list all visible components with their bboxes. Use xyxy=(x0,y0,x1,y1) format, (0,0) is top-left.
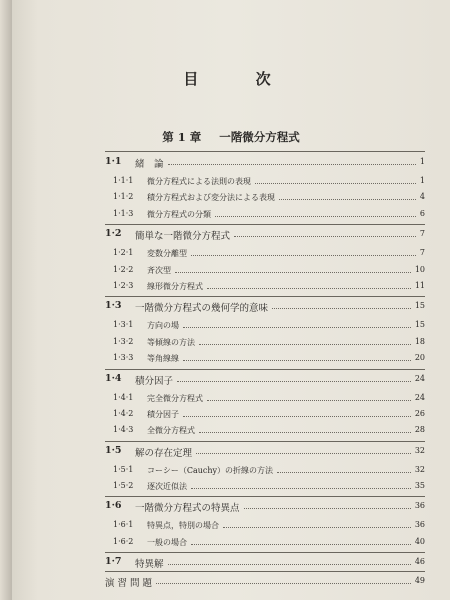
toc-subsection-row xyxy=(105,519,425,532)
section-number: 1·5 xyxy=(105,444,122,456)
toc-subsection-row xyxy=(105,424,425,437)
toc-subsection-row xyxy=(105,319,425,332)
section-divider xyxy=(105,296,425,297)
subsection-title: 積分方程式および変分法による表現 xyxy=(147,193,275,203)
subsection-page-number: 35 xyxy=(414,481,425,491)
subsection-number: 1·1·3 xyxy=(113,208,134,218)
subsection-page-number: 24 xyxy=(414,392,425,402)
subsection-number: 1·3·2 xyxy=(113,336,134,346)
section-page-number: 49 xyxy=(414,576,425,586)
dot-leader xyxy=(183,327,411,329)
toc-subsection-row xyxy=(105,191,425,204)
dot-leader xyxy=(279,199,416,201)
toc-subsection-row xyxy=(105,408,425,421)
dot-leader xyxy=(168,564,411,566)
subsection-number: 1·4·2 xyxy=(113,408,134,418)
subsection-page-number: 7 xyxy=(419,248,425,258)
subsection-page-number: 18 xyxy=(414,336,425,346)
subsection-number: 1·5·2 xyxy=(113,481,134,491)
toc-section-row xyxy=(105,556,425,569)
subsection-page-number: 6 xyxy=(419,208,425,218)
section-number: 1·3 xyxy=(105,300,122,312)
page-title: 目 次 xyxy=(183,70,297,88)
dot-leader xyxy=(207,288,411,290)
dot-leader xyxy=(199,344,411,346)
subsection-number: 1·3·3 xyxy=(113,353,134,363)
dot-leader xyxy=(175,272,411,274)
book-page xyxy=(12,0,450,600)
dot-leader xyxy=(244,508,411,510)
toc-section-row xyxy=(105,300,425,313)
dot-leader xyxy=(177,381,411,383)
subsection-title: 全微分方程式 xyxy=(147,426,195,436)
dot-leader xyxy=(234,236,416,238)
dot-leader xyxy=(255,183,416,185)
top-rule xyxy=(105,151,425,152)
subsection-title: 方向の場 xyxy=(147,321,179,331)
subsection-number: 1·6·2 xyxy=(113,536,134,546)
subsection-title: 微分方程式による法則の表現 xyxy=(147,177,251,186)
subsection-page-number: 15 xyxy=(414,320,425,330)
toc-subsection-row xyxy=(105,280,425,293)
toc-subsection-row xyxy=(105,352,425,365)
section-divider xyxy=(105,552,425,553)
subsection-number: 1·2·3 xyxy=(113,280,134,290)
section-page-number: 32 xyxy=(414,445,425,455)
section-number: 1·2 xyxy=(105,228,122,240)
toc-subsection-row xyxy=(105,208,425,221)
dot-leader xyxy=(191,255,416,257)
dot-leader xyxy=(191,488,411,490)
subsection-page-number: 11 xyxy=(414,280,425,290)
subsection-page-number: 28 xyxy=(414,425,425,435)
toc-section-row xyxy=(105,156,425,169)
subsection-number: 1·6·1 xyxy=(113,520,134,530)
toc-section-row xyxy=(105,575,425,588)
subsection-number: 1·4·1 xyxy=(113,392,134,402)
toc-subsection-row xyxy=(105,336,425,349)
subsection-number: 1·5·1 xyxy=(113,464,134,474)
chapter-number: 第 1 章 xyxy=(162,130,202,144)
subsection-page-number: 36 xyxy=(414,520,425,530)
toc-subsection-row xyxy=(105,536,425,549)
section-divider xyxy=(105,571,425,572)
dot-leader xyxy=(183,416,411,418)
subsection-title: 積分因子 xyxy=(147,409,179,419)
dot-leader xyxy=(199,432,411,434)
toc-section-row xyxy=(105,500,425,513)
section-page-number: 7 xyxy=(419,229,425,239)
subsection-number: 1·1·2 xyxy=(113,192,134,202)
chapter-title: 一階微分方程式 xyxy=(219,130,300,144)
subsection-number: 1·2·2 xyxy=(113,264,134,274)
section-title: 演 習 問 題 xyxy=(105,578,153,590)
section-page-number: 1 xyxy=(419,157,425,166)
section-title: 解の存在定理 xyxy=(135,447,193,459)
dot-leader xyxy=(207,400,411,402)
section-number: 1·6 xyxy=(105,500,122,512)
section-number: 1·1 xyxy=(105,156,122,167)
dot-leader xyxy=(183,360,411,362)
section-divider xyxy=(105,496,425,497)
subsection-title: 線形微分方程式 xyxy=(147,281,203,291)
adjacent-page-edge xyxy=(0,0,12,600)
section-page-number: 46 xyxy=(414,557,425,567)
subsection-title: 微分方程式の分類 xyxy=(147,209,211,219)
section-title: 簡単な一階微分方程式 xyxy=(135,231,231,243)
subsection-page-number: 20 xyxy=(414,353,425,363)
subsection-title: 斉次型 xyxy=(147,265,171,275)
dot-leader xyxy=(196,453,411,455)
toc-subsection-row xyxy=(105,392,425,405)
subsection-page-number: 32 xyxy=(414,464,425,474)
section-title: 特異解 xyxy=(135,559,164,571)
table-of-contents xyxy=(105,156,425,594)
subsection-title: 等傾線の方法 xyxy=(147,337,195,347)
subsection-title: 逐次近似法 xyxy=(147,482,187,492)
subsection-title: 変数分離型 xyxy=(147,249,187,259)
section-divider xyxy=(105,369,425,370)
dot-leader xyxy=(223,527,411,529)
subsection-page-number: 4 xyxy=(419,192,425,202)
subsection-title: コーシー（Cauchy）の折線の方法 xyxy=(147,465,274,475)
subsection-page-number: 10 xyxy=(414,264,425,274)
subsection-title: 一般の場合 xyxy=(147,537,187,547)
section-title: 積分因子 xyxy=(135,375,174,387)
toc-subsection-row xyxy=(105,480,425,493)
section-number: 1·7 xyxy=(105,556,122,568)
toc-subsection-row xyxy=(105,264,425,277)
dot-leader xyxy=(277,472,411,474)
dot-leader xyxy=(272,308,411,310)
subsection-number: 1·2·1 xyxy=(113,248,134,258)
dot-leader xyxy=(156,583,411,585)
toc-section-row xyxy=(105,373,425,386)
section-page-number: 24 xyxy=(414,373,425,383)
section-page-number: 15 xyxy=(414,301,425,311)
subsection-page-number: 26 xyxy=(414,408,425,418)
toc-subsection-row xyxy=(105,247,425,260)
subsection-title: 特異点，特別の場合 xyxy=(147,521,219,531)
subsection-number: 1·1·1 xyxy=(113,176,134,185)
dot-leader xyxy=(191,544,411,546)
chapter-heading xyxy=(12,129,450,145)
section-title: 一階微分方程式の幾何学的意味 xyxy=(135,303,269,315)
section-divider xyxy=(105,224,425,225)
section-divider xyxy=(105,441,425,442)
section-title: 緒 論 xyxy=(135,159,164,170)
section-page-number: 36 xyxy=(414,501,425,511)
section-number: 1·4 xyxy=(105,372,122,384)
subsection-number: 1·4·3 xyxy=(113,425,134,435)
subsection-title: 完全微分方程式 xyxy=(147,393,203,403)
subsection-page-number: 1 xyxy=(419,176,425,185)
dot-leader xyxy=(215,216,416,218)
toc-section-row xyxy=(105,445,425,458)
subsection-page-number: 40 xyxy=(414,536,425,546)
subsection-number: 1·3·1 xyxy=(113,320,134,330)
toc-subsection-row xyxy=(105,175,425,188)
section-title: 一階微分方程式の特異点 xyxy=(135,503,240,515)
dot-leader xyxy=(168,164,416,166)
subsection-title: 等角線線 xyxy=(147,354,179,364)
toc-subsection-row xyxy=(105,464,425,477)
toc-section-row xyxy=(105,228,425,241)
